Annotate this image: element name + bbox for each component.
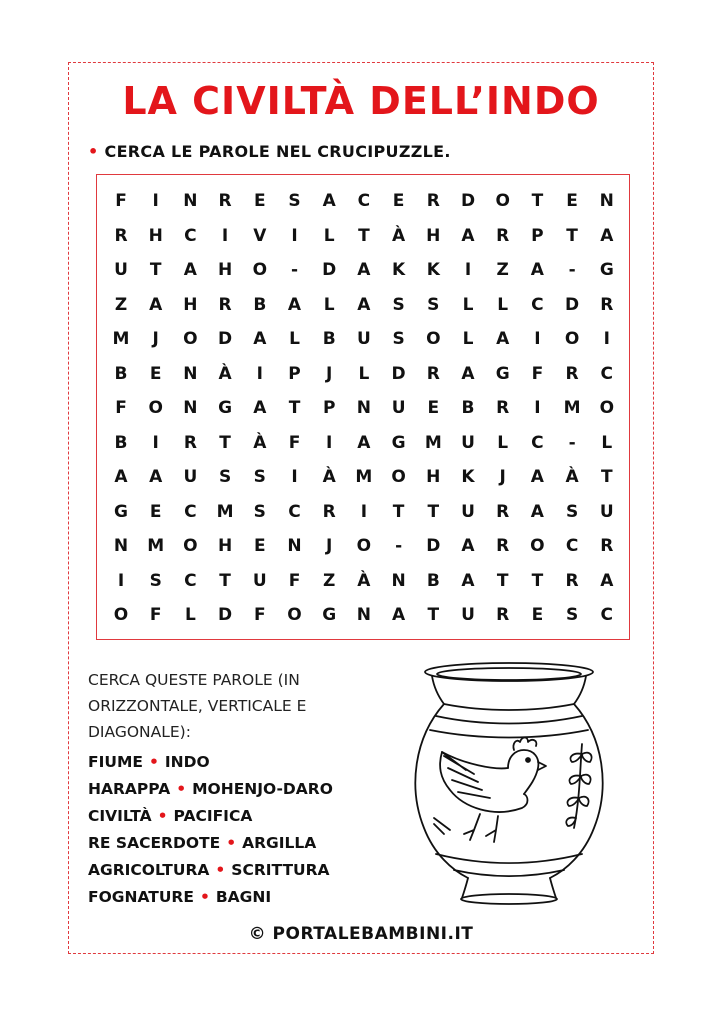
grid-letter: S [253, 467, 266, 487]
grid-letter: M [216, 501, 234, 522]
grid-letter: F [288, 570, 301, 591]
grid-letter: B [461, 398, 475, 418]
grid-letter: T [531, 570, 544, 591]
grid-letter: A [392, 605, 406, 625]
grid-letter: M [147, 536, 165, 556]
grid-letter: F [115, 191, 127, 211]
search-word: SCRITTURA [231, 861, 330, 879]
grid-letter: D [391, 363, 406, 384]
grid-letter: E [149, 363, 162, 384]
grid-letter: C [600, 605, 614, 625]
grid-letter: T [531, 191, 544, 211]
grid-letter: O [495, 191, 510, 211]
grid-letter: T [496, 570, 509, 591]
search-word: AGRICOLTURA [88, 861, 210, 879]
grid-letter: C [184, 225, 197, 246]
grid-letter: F [149, 605, 162, 625]
grid-letter: O [391, 467, 406, 487]
grid-letter: E [392, 191, 405, 211]
word-line [88, 857, 333, 884]
grid-letter: K [461, 467, 475, 487]
grid-letter: H [426, 225, 441, 246]
grid-letter: L [323, 294, 335, 315]
grid-letter: I [152, 432, 159, 453]
grid-letter: P [531, 225, 544, 246]
page-title: LA CIVILTÀ DELL’INDO [122, 79, 600, 123]
search-word: CIVILTÀ [88, 807, 152, 825]
grid-letter: U [252, 570, 267, 591]
grid-letter: C [531, 432, 544, 453]
grid-letter: I [534, 398, 541, 418]
grid-letter: À [357, 570, 371, 591]
grid-letter: G [322, 605, 337, 625]
grid-letter: À [253, 432, 267, 453]
grid-letter: A [322, 191, 336, 211]
grid-letter: Z [496, 260, 509, 280]
grid-letter: U [114, 260, 128, 280]
grid-letter: R [496, 536, 510, 556]
grid-letter: T [219, 432, 231, 453]
grid-letter: À [565, 467, 579, 487]
grid-letter: G [495, 363, 510, 384]
grid-letter: R [600, 536, 614, 556]
grid-letter: T [427, 501, 440, 522]
instruction-text: CERCA LE PAROLE NEL CRUCIPUZZLE. [104, 142, 451, 161]
grid-letter: U [356, 329, 371, 349]
grid-letter: D [218, 605, 233, 625]
grid-letter: L [462, 329, 474, 349]
copyright: © PORTALEBAMBINI.IT [248, 924, 474, 944]
grid-letter: I [221, 225, 229, 246]
grid-letter: I [603, 329, 610, 349]
grid-letter: A [530, 467, 544, 487]
grid-letter: L [289, 329, 300, 349]
grid-letter: I [534, 329, 541, 349]
grid-letter: A [149, 467, 163, 487]
grid-letter: I [360, 501, 368, 522]
grid-letter: C [357, 191, 371, 211]
grid-letter: R [218, 191, 232, 211]
search-word: FIUME [88, 753, 143, 771]
grid-letter: L [497, 294, 509, 315]
grid-letter: U [461, 605, 475, 625]
grid-letter: I [291, 225, 298, 246]
grid-letter: H [217, 536, 233, 556]
grid-letter: T [566, 225, 578, 246]
grid-letter: H [217, 260, 233, 280]
grid-letter: J [326, 536, 333, 556]
grid-letter: I [291, 467, 298, 487]
grid-letter: O [183, 329, 198, 349]
grid-letter: A [600, 570, 614, 591]
grid-letter: R [114, 225, 128, 246]
grid-letter: P [288, 363, 301, 384]
grid-letter: E [149, 501, 162, 522]
grid-letter: A [357, 432, 371, 453]
grid-letter: C [600, 363, 614, 384]
grid-letter: O [287, 605, 302, 625]
grid-letter: P [322, 398, 336, 418]
grid-letter: G [391, 432, 406, 453]
grid-letter: C [288, 501, 301, 522]
grid-letter: O [599, 398, 615, 418]
grid-letter: G [114, 501, 128, 522]
grid-letter: Z [114, 294, 128, 315]
grid-letter: N [356, 605, 371, 625]
grid-letter: S [253, 501, 266, 522]
grid-letter: D [218, 329, 233, 349]
grid-letter: A [149, 294, 163, 315]
grid-letter: L [497, 432, 509, 453]
grid-letter: U [461, 501, 475, 522]
word-line [88, 830, 333, 857]
bullet-icon: • [215, 861, 226, 879]
word-line [88, 884, 333, 911]
grid-letter: N [391, 570, 406, 591]
grid-letter: A [357, 260, 371, 280]
grid-letter: T [149, 260, 162, 280]
grid-letter: N [183, 363, 198, 384]
grid-letter: L [323, 225, 335, 246]
grid-letter: D [322, 260, 337, 280]
grid-letter: N [183, 398, 198, 418]
grid-letter: I [117, 570, 125, 591]
grid-letter: - [568, 432, 576, 453]
grid-letter: E [253, 536, 266, 556]
grid-letter: - [568, 260, 576, 280]
grid-letter: N [287, 536, 302, 556]
grid-letter: D [460, 191, 476, 211]
grid-letter: - [290, 260, 299, 280]
grid-letter: L [462, 294, 474, 315]
grid-letter: K [392, 260, 406, 280]
grid-letter: N [356, 398, 371, 418]
grid-letter: J [499, 467, 506, 487]
search-word: PACIFICA [173, 807, 253, 825]
grid-letter: J [152, 329, 159, 349]
grid-letter: A [461, 225, 475, 246]
grid-letter: N [599, 191, 614, 211]
grid-letter: I [152, 191, 159, 211]
grid-letter: A [600, 225, 614, 246]
grid-letter: L [601, 432, 613, 453]
grid-letter: U [391, 398, 406, 418]
grid-letter: N [183, 191, 198, 211]
grid-letter: D [565, 294, 580, 315]
search-word: MOHENJO-DARO [192, 780, 333, 798]
grid-letter: L [358, 363, 370, 384]
grid-letter: I [326, 432, 333, 453]
grid-letter: A [461, 363, 475, 384]
word-line [88, 776, 333, 803]
grid-letter: O [113, 605, 129, 625]
grid-letter: D [426, 536, 441, 556]
grid-letter: A [461, 570, 475, 591]
vase-with-rooster-icon [404, 658, 614, 906]
words-intro: CERCA QUESTE PAROLE (IN ORIZZONTALE, VERTICALE E DIAGONALE): [88, 671, 307, 741]
grid-letter: S [288, 191, 301, 211]
grid-letter: N [113, 536, 129, 556]
grid-letter: R [322, 501, 336, 522]
grid-letter: R [218, 294, 232, 315]
grid-letter: B [114, 432, 128, 453]
grid-letter: C [184, 570, 197, 591]
grid-letter: R [426, 191, 440, 211]
grid-letter: T [427, 605, 440, 625]
grid-letter: M [563, 398, 581, 418]
grid-letter: O [252, 260, 268, 280]
grid-letter: C [565, 536, 579, 556]
grid-letter: R [183, 432, 197, 453]
word-line [88, 803, 333, 830]
grid-letter: A [357, 294, 371, 315]
grid-letter: R [600, 294, 614, 315]
grid-letter: M [355, 467, 373, 487]
word-list [88, 749, 333, 911]
grid-letter: T [392, 501, 405, 522]
bullet-icon: • [157, 807, 168, 825]
word-line [88, 749, 333, 776]
grid-letter: C [531, 294, 544, 315]
grid-letter: E [566, 191, 578, 211]
grid-letter: S [149, 570, 162, 591]
bullet-icon: • [88, 142, 99, 161]
grid-letter: U [599, 501, 614, 522]
grid-letter: O [426, 329, 441, 349]
grid-letter: O [356, 536, 372, 556]
word-search-grid [96, 174, 630, 640]
grid-letter: T [600, 467, 613, 487]
grid-letter: U [461, 432, 475, 453]
grid-letter: S [392, 294, 405, 315]
grid-letter: H [148, 225, 163, 246]
grid-letter: B [322, 329, 336, 349]
grid-letter: E [427, 398, 440, 418]
instruction [88, 142, 451, 161]
grid-letter: M [112, 329, 130, 349]
bullet-icon: • [176, 780, 187, 798]
grid-letter: R [565, 570, 579, 591]
grid-letter: - [395, 536, 403, 556]
grid-cells [97, 175, 629, 639]
grid-letter: S [565, 501, 579, 522]
grid-letter: C [184, 501, 197, 522]
grid-letter: I [256, 363, 263, 384]
grid-letter: A [461, 536, 475, 556]
grid-letter: A [183, 260, 197, 280]
search-word: INDO [164, 753, 210, 771]
search-word: FOGNATURE [88, 888, 194, 906]
grid-letter: A [530, 501, 544, 522]
bullet-icon: • [148, 753, 159, 771]
grid-letter: S [392, 329, 405, 349]
grid-letter: À [392, 225, 406, 246]
grid-letter: M [424, 432, 442, 453]
grid-letter: Z [323, 570, 336, 591]
grid-letter: R [565, 363, 579, 384]
grid-letter: I [464, 260, 472, 280]
grid-letter: O [564, 329, 580, 349]
grid-letter: E [531, 605, 544, 625]
grid-letter: A [530, 260, 544, 280]
grid-letter: A [253, 398, 267, 418]
bullet-icon: • [199, 888, 210, 906]
grid-letter: F [115, 398, 127, 418]
search-word: BAGNI [215, 888, 272, 906]
grid-letter: O [530, 536, 545, 556]
grid-letter: R [496, 398, 510, 418]
grid-letter: S [427, 294, 440, 315]
grid-letter: K [426, 260, 440, 280]
grid-letter: H [183, 294, 198, 315]
grid-letter: A [253, 329, 267, 349]
grid-letter: À [322, 467, 336, 487]
grid-letter: U [183, 467, 198, 487]
grid-letter: T [219, 570, 231, 591]
grid-letter: R [496, 501, 510, 522]
bullet-icon: • [226, 834, 237, 852]
grid-letter: T [358, 225, 370, 246]
grid-letter: E [253, 191, 266, 211]
search-word: HARAPPA [88, 780, 171, 798]
grid-letter: O [148, 398, 163, 418]
grid-letter: A [114, 467, 128, 487]
grid-letter: V [253, 225, 267, 246]
grid-letter: B [253, 294, 267, 315]
grid-letter: B [114, 363, 128, 384]
grid-letter: R [496, 225, 510, 246]
grid-letter: F [531, 363, 544, 384]
grid-letter: G [599, 260, 614, 280]
grid-letter: R [496, 605, 510, 625]
grid-letter: B [426, 570, 440, 591]
grid-letter: A [496, 329, 510, 349]
grid-letter: À [218, 363, 232, 384]
search-word: RE SACERDOTE [88, 834, 221, 852]
grid-letter: H [426, 467, 441, 487]
grid-letter: S [565, 605, 579, 625]
grid-letter: O [183, 536, 198, 556]
grid-letter: T [288, 398, 301, 418]
grid-letter: R [426, 363, 440, 384]
grid-letter: L [184, 605, 196, 625]
grid-letter: F [253, 605, 266, 625]
grid-letter: F [288, 432, 301, 453]
grid-letter: A [287, 294, 302, 315]
grid-letter: J [326, 363, 333, 384]
grid-letter: G [218, 398, 233, 418]
search-word: ARGILLA [242, 834, 317, 852]
grid-letter: S [218, 467, 232, 487]
